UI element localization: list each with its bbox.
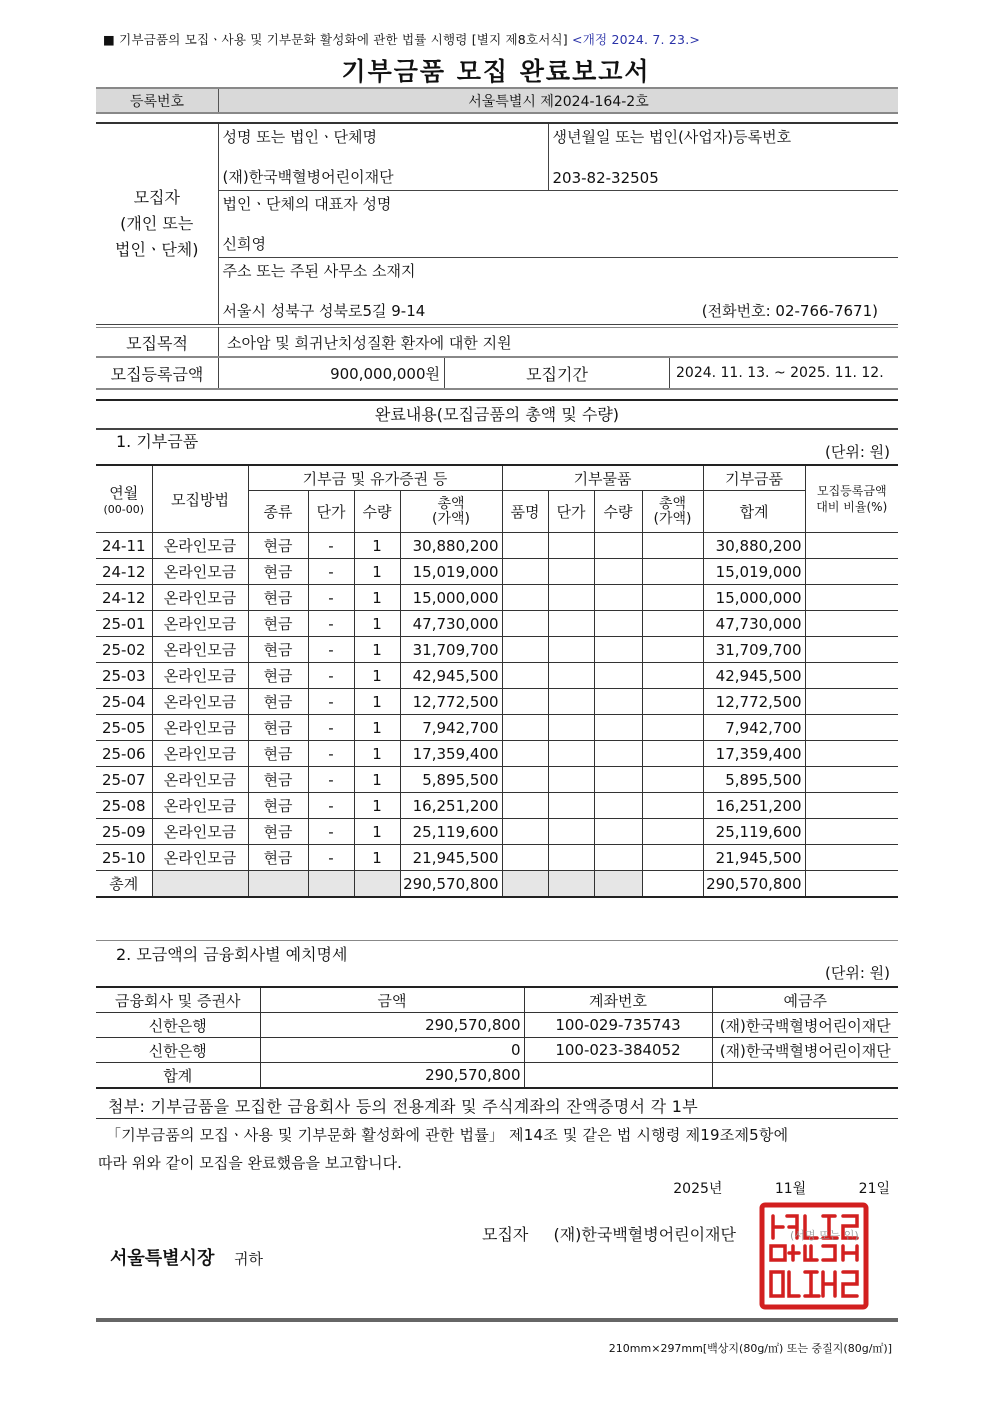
item-name-cell [502,715,548,741]
col-item-name-header: 품명 [502,491,548,533]
qty-cell: 1 [354,533,400,559]
goods-qty-cell [594,741,642,767]
cash-group-header: 기부금 및 유가증권 등 [248,465,502,491]
unit-price-cell: - [308,819,354,845]
donation-row [96,767,898,793]
donation-row [96,559,898,585]
revision-note: <개정 2024. 7. 23.> [572,32,701,47]
goods-unit-price-cell [548,741,594,767]
total-amount: 290,570,800 [400,871,502,898]
month-cell: 25-02 [96,637,152,663]
amount-cell: 42,945,500 [400,663,502,689]
form-legal-note [103,30,700,48]
col-month-header [96,465,152,533]
amount-cell: 7,942,700 [400,715,502,741]
sum-cell: 15,019,000 [703,559,805,585]
regno-cell [548,123,898,191]
attachment-divider [96,1118,898,1119]
amount-period-row [96,358,898,390]
date-year: 2025년 [673,1181,723,1197]
amount-cell: 31,709,700 [400,637,502,663]
month-cell: 25-01 [96,611,152,637]
month-cell: 25-07 [96,767,152,793]
qty-cell: 1 [354,845,400,871]
goods-qty-cell [594,689,642,715]
total-sum: 290,570,800 [703,871,805,898]
goods-qty-cell [594,663,642,689]
ratio-cell [805,741,898,767]
method-cell: 온라인모금 [152,741,248,767]
unit-price-cell: - [308,585,354,611]
purpose-row [96,327,898,358]
unit-price-cell: - [308,611,354,637]
sum-cell: 15,000,000 [703,585,805,611]
total-label: 총계 [96,871,152,898]
method-cell: 온라인모금 [152,845,248,871]
signature-line [482,1222,736,1245]
kind-cell: 현금 [248,767,308,793]
goods-unit-price-cell [548,767,594,793]
unit-price-cell: - [308,663,354,689]
kind-cell: 현금 [248,793,308,819]
donation-row [96,741,898,767]
month-cell: 24-12 [96,559,152,585]
month-cell: 25-03 [96,663,152,689]
col-kind-header: 종류 [248,491,308,533]
date-month: 11월 [774,1181,807,1197]
col-ratio-header: 모집등록금액 대비 비율(%) [805,465,898,533]
donation-row [96,845,898,871]
donation-row [96,715,898,741]
item-name-cell [502,611,548,637]
col-goods-qty-header: 수량 [594,491,642,533]
item-name-cell [502,819,548,845]
col-method-header: 모집방법 [152,465,248,533]
kind-cell: 현금 [248,741,308,767]
col-amount-header: 금액 [260,987,524,1013]
bank-name: 신한은행 [96,1013,260,1038]
total-empty-cell [502,871,548,898]
signer-label: 모집자 [482,1225,529,1244]
bank-total-row [96,1063,898,1089]
item-name-cell [502,559,548,585]
total-empty-cell [354,871,400,898]
sum-cell: 31,709,700 [703,637,805,663]
donation-row [96,689,898,715]
amount-cell: 30,880,200 [400,533,502,559]
goods-amount-cell [642,845,703,871]
section-divider [96,940,898,941]
registration-row [96,87,898,114]
total-empty-cell [594,871,642,898]
report-date [673,1178,890,1198]
sum-cell: 30,880,200 [703,533,805,559]
name-label: 성명 또는 법인ㆍ단체명 [222,128,377,146]
ratio-cell [805,611,898,637]
ratio-cell [805,533,898,559]
ratio-cell [805,663,898,689]
goods-amount-cell [642,663,703,689]
representative-cell [218,191,898,258]
qty-cell: 1 [354,637,400,663]
total-group-header: 기부금품 [703,465,805,491]
goods-unit-price-cell [548,533,594,559]
goods-unit-price-cell [548,819,594,845]
item-name-cell [502,585,548,611]
bank-total-empty [712,1063,898,1089]
goods-unit-price-cell [548,845,594,871]
method-cell: 온라인모금 [152,663,248,689]
unit-price-cell: - [308,689,354,715]
amount-cell: 15,000,000 [400,585,502,611]
sum-cell: 5,895,500 [703,767,805,793]
goods-amount-cell [642,559,703,585]
donation-row [96,533,898,559]
signer-name: (재)한국백혈병어린이재단 [553,1225,736,1244]
month-cell: 25-08 [96,793,152,819]
donation-row [96,663,898,689]
donation-total-row [96,871,898,898]
month-cell: 25-09 [96,819,152,845]
qty-cell: 1 [354,793,400,819]
goods-qty-cell [594,611,642,637]
phone-value: (전화번호: 02-766-7671) [701,302,878,320]
sum-cell: 42,945,500 [703,663,805,689]
ratio-cell [805,793,898,819]
method-cell: 온라인모금 [152,559,248,585]
representative-value: 신희영 [222,235,266,253]
goods-amount-cell [642,741,703,767]
goods-unit-price-cell [548,637,594,663]
item-name-cell [502,637,548,663]
total-empty-cell [308,871,354,898]
col-goods-amount-header [642,491,703,533]
applicant-section-label [96,123,218,325]
ratio-cell [805,819,898,845]
month-cell: 25-06 [96,741,152,767]
ratio-cell [805,715,898,741]
completion-heading: 완료내용(모집금품의 총액 및 수량) [96,399,898,430]
col-qty-header: 수량 [354,491,400,533]
item-name-cell [502,767,548,793]
goods-unit-price-cell [548,715,594,741]
registration-number: 서울특별시 제2024-164-2호 [219,88,899,113]
amount-cell: 5,895,500 [400,767,502,793]
amount-header-top: 총액 [437,495,465,512]
kind-cell: 현금 [248,819,308,845]
total-empty-cell [548,871,594,898]
ratio-cell [805,585,898,611]
ratio-cell [805,689,898,715]
goods-unit-price-cell [548,663,594,689]
unit-price-cell: - [308,793,354,819]
applicant-label-line: (개인 또는 [120,214,194,233]
sum-cell: 16,251,200 [703,793,805,819]
goods-qty-cell [594,819,642,845]
amount-cell: 17,359,400 [400,741,502,767]
period-label: 모집기간 [445,358,670,389]
donation-row [96,793,898,819]
sum-cell: 7,942,700 [703,715,805,741]
bank-amount: 290,570,800 [260,1013,524,1038]
period-value: 2024. 11. 13. ~ 2025. 11. 12. [670,358,899,389]
kind-cell: 현금 [248,663,308,689]
col-amount-header [400,491,502,533]
unit-price-cell: - [308,559,354,585]
unit-price-cell: - [308,845,354,871]
goods-qty-cell [594,845,642,871]
ratio-cell [805,637,898,663]
col-goods-unit-price-header: 단가 [548,491,594,533]
registered-amount-value: 900,000,000원 [219,358,445,389]
account-number: 100-029-735743 [524,1013,712,1038]
goods-amount-header-bottom: (가액) [653,510,692,527]
item-name-cell [502,793,548,819]
col-unit-price-header: 단가 [308,491,354,533]
method-cell: 온라인모금 [152,533,248,559]
goods-amount-cell [642,819,703,845]
form-note-text: ■ 기부금품의 모집ㆍ사용 및 기부문화 활성화에 관한 법률 시행령 [별지 제8호서식] [103,32,568,47]
qty-cell: 1 [354,585,400,611]
bank-row [96,1038,898,1063]
donation-row [96,819,898,845]
name-value: (재)한국백혈병어린이재단 [222,168,394,186]
sum-cell: 25,119,600 [703,819,805,845]
qty-cell: 1 [354,663,400,689]
month-cell: 25-05 [96,715,152,741]
unit-price-cell: - [308,767,354,793]
amount-cell: 47,730,000 [400,611,502,637]
donation-row [96,611,898,637]
qty-cell: 1 [354,689,400,715]
sum-cell: 17,359,400 [703,741,805,767]
total-ratio-cell [805,871,898,898]
qty-cell: 1 [354,715,400,741]
method-cell: 온라인모금 [152,767,248,793]
regno-value: 203-82-32505 [552,169,659,187]
goods-qty-cell [594,793,642,819]
kind-cell: 현금 [248,559,308,585]
amount-header-bottom: (가액) [432,510,470,527]
amount-cell: 16,251,200 [400,793,502,819]
qty-cell: 1 [354,767,400,793]
statement-line-2: 따라 위와 같이 모집을 완료했음을 보고합니다. [98,1154,402,1172]
goods-unit-price-cell [548,611,594,637]
applicant-label-line: 모집자 [133,188,180,207]
purpose-value: 소아암 및 희귀난치성질환 환자에 대한 지원 [219,328,899,358]
goods-unit-price-cell [548,793,594,819]
recipient-suffix: 귀하 [234,1250,263,1268]
total-empty-cell [642,871,703,898]
signature-hint: (서명 또는 인) [790,1229,859,1242]
goods-amount-cell [642,611,703,637]
footer-divider [96,1318,898,1322]
col-bank-header: 금융회사 및 증권사 [96,987,260,1013]
date-day: 21일 [858,1181,890,1197]
kind-cell: 현금 [248,845,308,871]
unit-price-cell: - [308,637,354,663]
bank-deposit-table [96,986,898,1089]
method-cell: 온라인모금 [152,611,248,637]
col-account-header: 계좌번호 [524,987,712,1013]
applicant-table [96,122,898,325]
goods-qty-cell [594,715,642,741]
goods-qty-cell [594,767,642,793]
applicant-label-line: 법인ㆍ단체) [114,240,199,259]
goods-unit-price-cell [548,585,594,611]
representative-label: 법인ㆍ단체의 대표자 성명 [222,195,392,213]
month-header-label: 연월 [109,484,139,502]
amount-cell: 15,019,000 [400,559,502,585]
recipient-name: 서울특별시장 [110,1248,215,1269]
month-cell: 25-04 [96,689,152,715]
sum-cell: 21,945,500 [703,845,805,871]
bank-amount: 0 [260,1038,524,1063]
goods-amount-cell [642,585,703,611]
section2-unit: (단위: 원) [825,964,890,982]
section1-title: 1. 기부금품 [116,432,199,451]
goods-qty-cell [594,533,642,559]
method-cell: 온라인모금 [152,585,248,611]
purpose-label: 모집목적 [96,328,219,358]
donation-rows [96,533,898,871]
kind-cell: 현금 [248,533,308,559]
goods-group-header: 기부물품 [502,465,703,491]
unit-price-cell: - [308,715,354,741]
official-seal-icon [759,1202,869,1310]
donation-row [96,637,898,663]
goods-amount-cell [642,689,703,715]
item-name-cell [502,663,548,689]
goods-amount-header-top: 총액 [659,495,687,512]
item-name-cell [502,533,548,559]
statement-line-1: 「기부금품의 모집ㆍ사용 및 기부문화 활성화에 관한 법률」 제14조 및 같은 법 시행령 제19조제5항에 [106,1126,789,1144]
method-cell: 온라인모금 [152,689,248,715]
donation-row [96,585,898,611]
address-label: 주소 또는 주된 사무소 소재지 [222,262,416,280]
amount-cell: 21,945,500 [400,845,502,871]
account-number: 100-023-384052 [524,1038,712,1063]
bank-row [96,1013,898,1038]
sum-cell: 47,730,000 [703,611,805,637]
registration-label: 등록번호 [96,88,219,113]
regno-label: 생년월일 또는 법인(사업자)등록번호 [552,128,792,146]
bank-total-label: 합계 [96,1063,260,1089]
goods-qty-cell [594,559,642,585]
qty-cell: 1 [354,819,400,845]
item-name-cell [502,741,548,767]
method-cell: 온라인모금 [152,819,248,845]
method-cell: 온라인모금 [152,793,248,819]
kind-cell: 현금 [248,689,308,715]
goods-qty-cell [594,637,642,663]
month-cell: 25-10 [96,845,152,871]
ratio-cell [805,767,898,793]
method-cell: 온라인모금 [152,637,248,663]
col-sum-header: 합계 [703,491,805,533]
kind-cell: 현금 [248,715,308,741]
attachment-note: 첨부: 기부금품을 모집한 금융회사 등의 전용계좌 및 주식계좌의 잔액증명서 각 1부 [108,1097,698,1116]
qty-cell: 1 [354,559,400,585]
bank-name: 신한은행 [96,1038,260,1063]
registered-amount-label: 모집등록금액 [96,358,219,389]
section1-unit: (단위: 원) [825,443,890,461]
paper-spec: 210mm×297mm[백상지(80g/㎡) 또는 중질지(80g/㎡)] [608,1342,892,1355]
address-value: 서울시 성북구 성북로5길 9-14 [222,302,426,320]
goods-amount-cell [642,715,703,741]
col-holder-header: 예금주 [712,987,898,1013]
total-empty-cell [248,871,308,898]
account-holder: (재)한국백혈병어린이재단 [712,1038,898,1063]
name-cell [218,123,548,191]
item-name-cell [502,845,548,871]
month-format-label: (00-00) [103,503,145,516]
kind-cell: 현금 [248,637,308,663]
method-cell: 온라인모금 [152,715,248,741]
month-cell: 24-11 [96,533,152,559]
document-title: 기부금품 모집 완료보고서 [341,57,651,86]
goods-amount-cell [642,793,703,819]
kind-cell: 현금 [248,585,308,611]
item-name-cell [502,689,548,715]
section2-title: 2. 모금액의 금융회사별 예치명세 [116,945,348,964]
bank-total-amount: 290,570,800 [260,1063,524,1089]
ratio-cell [805,845,898,871]
amount-cell: 12,772,500 [400,689,502,715]
qty-cell: 1 [354,611,400,637]
qty-cell: 1 [354,741,400,767]
sum-cell: 12,772,500 [703,689,805,715]
unit-price-cell: - [308,741,354,767]
bank-total-empty [524,1063,712,1089]
amount-cell: 25,119,600 [400,819,502,845]
unit-price-cell: - [308,533,354,559]
goods-amount-cell [642,637,703,663]
total-empty-cell [152,871,248,898]
address-cell [218,258,898,325]
goods-amount-cell [642,533,703,559]
goods-qty-cell [594,585,642,611]
goods-amount-cell [642,767,703,793]
donation-table [96,464,898,898]
goods-unit-price-cell [548,689,594,715]
goods-unit-price-cell [548,559,594,585]
kind-cell: 현금 [248,611,308,637]
account-holder: (재)한국백혈병어린이재단 [712,1013,898,1038]
month-cell: 24-12 [96,585,152,611]
ratio-cell [805,559,898,585]
